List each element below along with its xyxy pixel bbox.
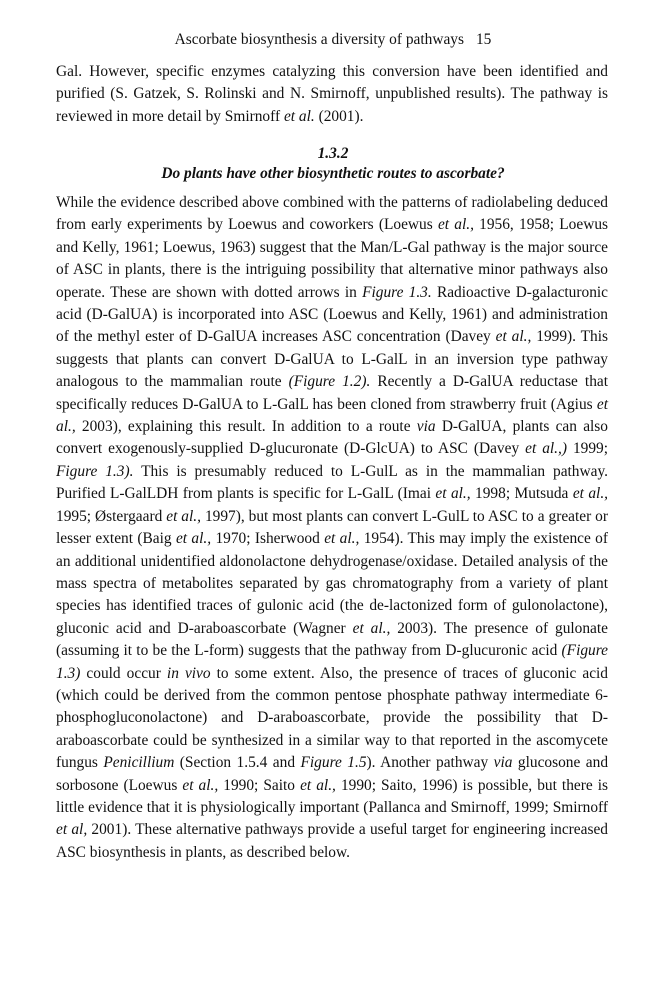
italic-run: via bbox=[416, 418, 436, 436]
text-run: 1954). This may imply the existence of an additional unidentified aldonolactone dehydrogenase/oxidase. Detailed analysis of the mass spectra of metabolites separated by gas chromatography from a variety of plant species has identified traces of gulonic acid (the de-lactonized form of gulonolactone), gluconic acid and D-araboascorbate (Wagner bbox=[56, 530, 608, 637]
italic-run: et al, bbox=[56, 821, 88, 839]
text-run: D-GalUA, plants can also convert exogenously-supplied D-glucuronate (D-GlcUA) to ASC (Davey bbox=[56, 418, 608, 458]
text-run: ). Another pathway bbox=[366, 754, 494, 772]
italic-run: (Figure 1.3) bbox=[56, 642, 608, 682]
text-run: (2001). bbox=[314, 107, 364, 125]
italic-run: Figure 1.5 bbox=[300, 754, 367, 772]
intro-paragraph bbox=[56, 61, 608, 128]
text-run: This is presumably reduced to L-GulL as in the mammalian pathway. Purified L-GalLDH from plants is specific for L-GalL (Imai bbox=[56, 462, 608, 503]
text-run: Radioactive D-galacturonic acid (D-GalUA) is incorporated into ASC (Loewus and Kelly, 1961) and administration of the methyl ester of D-GalUA increases ASC concentration (Davey bbox=[56, 283, 608, 346]
italic-run: et al., bbox=[352, 619, 391, 637]
italic-run: et al., bbox=[175, 530, 212, 548]
text-run: 1995; Østergaard bbox=[56, 507, 167, 525]
running-header bbox=[0, 30, 666, 50]
italic-run: et al., bbox=[437, 216, 474, 234]
text-run: glucosone and sorbosone (Loewus bbox=[56, 754, 609, 794]
italic-run: Figure 1.3. bbox=[362, 283, 432, 301]
italic-run: et al., bbox=[166, 507, 201, 525]
italic-run: in vivo bbox=[166, 664, 211, 682]
text-run: could occur bbox=[80, 664, 167, 682]
text-run: Gal. However, specific enzymes catalyzing this conversion have been identified and purified (S. Gatzek, S. Rolinski and N. Smirnoff, unpublished results). The pathway is reviewed in more detail by Smirnoff bbox=[56, 63, 608, 125]
text-run: 1997), but most plants can convert L-GulL to ASC to a greater or lesser extent (Baig bbox=[56, 507, 609, 548]
text-run: 2003). The presence of gulonate (assuming it to be the L-form) suggests that the pathway from D-glucuronic acid bbox=[56, 619, 608, 660]
section-number: 1.3.2 bbox=[317, 145, 349, 162]
text-run: 1990; Saito, 1996) is possible, but there is little evidence that it is physiologically important (Pallanca and Smirnoff, 1999; Smirnoff bbox=[56, 776, 608, 816]
italic-run: (Figure 1.2). bbox=[288, 373, 371, 391]
italic-run: et al., bbox=[182, 776, 219, 794]
page-number: 15 bbox=[475, 31, 492, 48]
text-run: 1999; bbox=[566, 440, 609, 458]
italic-run: Figure 1.3). bbox=[56, 462, 134, 480]
italic-run: et al., bbox=[572, 485, 609, 503]
italic-run: et al., bbox=[300, 776, 336, 794]
text-run: While the evidence described above combined with the patterns of radiolabeling deduced from early experiments by Loewus and coworkers (Loewus bbox=[56, 194, 608, 234]
text-run: 1956, 1958; Loewus and Kelly, 1961; Loewus, 1963) suggest that the Man/L-Gal pathway is the major source of ASC in plants, there is the intriguing possibility that alternative minor pathways also operate. These are shown with dotted arrows in bbox=[56, 216, 609, 301]
text-run: (Section 1.5.4 and bbox=[174, 754, 301, 772]
italic-run: via bbox=[493, 754, 513, 772]
italic-run: et al., bbox=[56, 395, 608, 436]
text-run: 1999). This suggests that plants can convert D-GalUA to L-GalL in an inversion type pathway analogous to the mammalian route bbox=[56, 328, 608, 391]
text-run: 1990; Saito bbox=[218, 776, 301, 794]
main-paragraph bbox=[56, 192, 608, 864]
italic-run: et al.,) bbox=[525, 440, 567, 458]
text-run: 1998; Mutsuda bbox=[470, 485, 573, 503]
section-title: Do plants have other biosynthetic routes to ascorbate? bbox=[161, 165, 505, 182]
italic-run: et al., bbox=[324, 530, 360, 548]
text-run: 1970; Isherwood bbox=[211, 530, 325, 548]
italic-run: et al. bbox=[283, 107, 315, 125]
text-run: to some extent. Also, the presence of traces of gluconic acid (which could be derived from the common pentose phosphate pathway intermediate 6-phosphogluconolactone) and D-araboascorbate, provide the possibility that D-araboascorbate could be synthesized in a similar way to that reported in the ascomycete fungus bbox=[56, 664, 608, 772]
running-title: Ascorbate biosynthesis a diversity of pathways bbox=[174, 31, 464, 48]
text-run: 2003), explaining this result. In addition to a route bbox=[75, 418, 417, 436]
italic-run: Penicillium bbox=[103, 754, 175, 772]
italic-run: et al., bbox=[435, 485, 471, 503]
text-run: 2001). These alternative pathways provide a useful target for engineering increased ASC biosynthesis in plants, as described below. bbox=[56, 821, 608, 861]
italic-run: et al., bbox=[495, 328, 532, 346]
text-run: Recently a D-GalUA reductase that specifically reduces D-GalUA to L-GalL has been cloned from strawberry fruit (Agius bbox=[56, 373, 608, 413]
